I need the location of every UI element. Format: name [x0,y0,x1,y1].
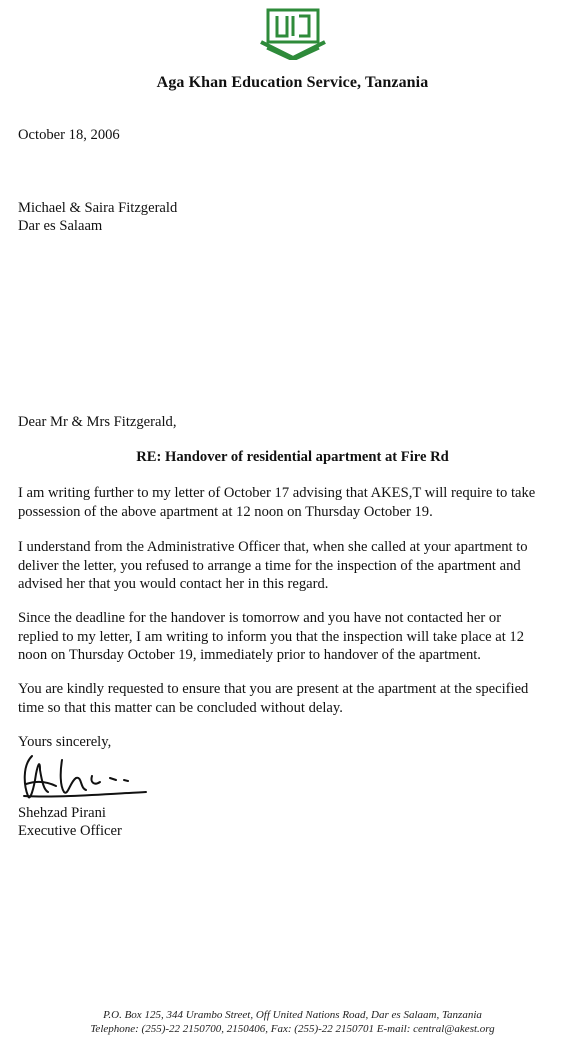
paragraph-line: replied to my letter, I am writing to inform you that the inspection will take place at 12 [18,628,525,645]
paragraph-line: I understand from the Administrative Officer that, when she called at your apartment to [18,539,528,555]
letter-subject: RE: Handover of residential apartment at Fire Rd [136,449,449,465]
letter-date: October 18, 2006 [18,127,120,143]
paragraph-line: Since the deadline for the handover is tomorrow and you have not contacted her or [18,610,502,626]
paragraph-line: You are kindly requested to ensure that you are present at the apartment at the specified [18,681,529,697]
paragraph-line: advised her that you would contact her in this regard. [18,576,329,592]
footer-address: P.O. Box 125, 344 Urambo Street, Off United Nations Road, Dar es Salaam, Tanzania [103,1009,482,1021]
closing: Yours sincerely, [18,734,112,750]
paragraph-line: I am writing further to my letter of October 17 advising that AKES,T will require to take [18,485,536,501]
body-paragraph [18,680,570,717]
signatory-name: Shehzad Pirani [18,805,106,821]
recipient-city: Dar es Salaam [18,218,103,234]
signatory-title: Executive Officer [18,823,122,839]
paragraph-line: possession of the above apartment at 12 noon on Thursday October 19. [18,503,433,520]
body-paragraph [18,609,570,665]
recipient-name: Michael & Saira Fitzgerald [18,200,178,216]
footer-contact: Telephone: (255)-22 2150700, 2150406, Fax: (255)-22 2150701 E-mail: central@akest.org [90,1023,495,1035]
body-paragraph [18,484,570,521]
paragraph-line: time so that this matter can be concluded without delay. [18,699,343,716]
body-paragraph [18,538,570,594]
paragraph-line: deliver the letter, you refused to arrange a time for the inspection of the apartment and [18,557,521,574]
paragraph-line: noon on Thursday October 19, immediately prior to handover of the apartment. [18,647,481,663]
salutation: Dear Mr & Mrs Fitzgerald, [18,414,177,430]
organization-name: Aga Khan Education Service, Tanzania [156,74,429,91]
aga-khan-logo-icon [259,6,327,60]
signature-icon [18,752,150,804]
